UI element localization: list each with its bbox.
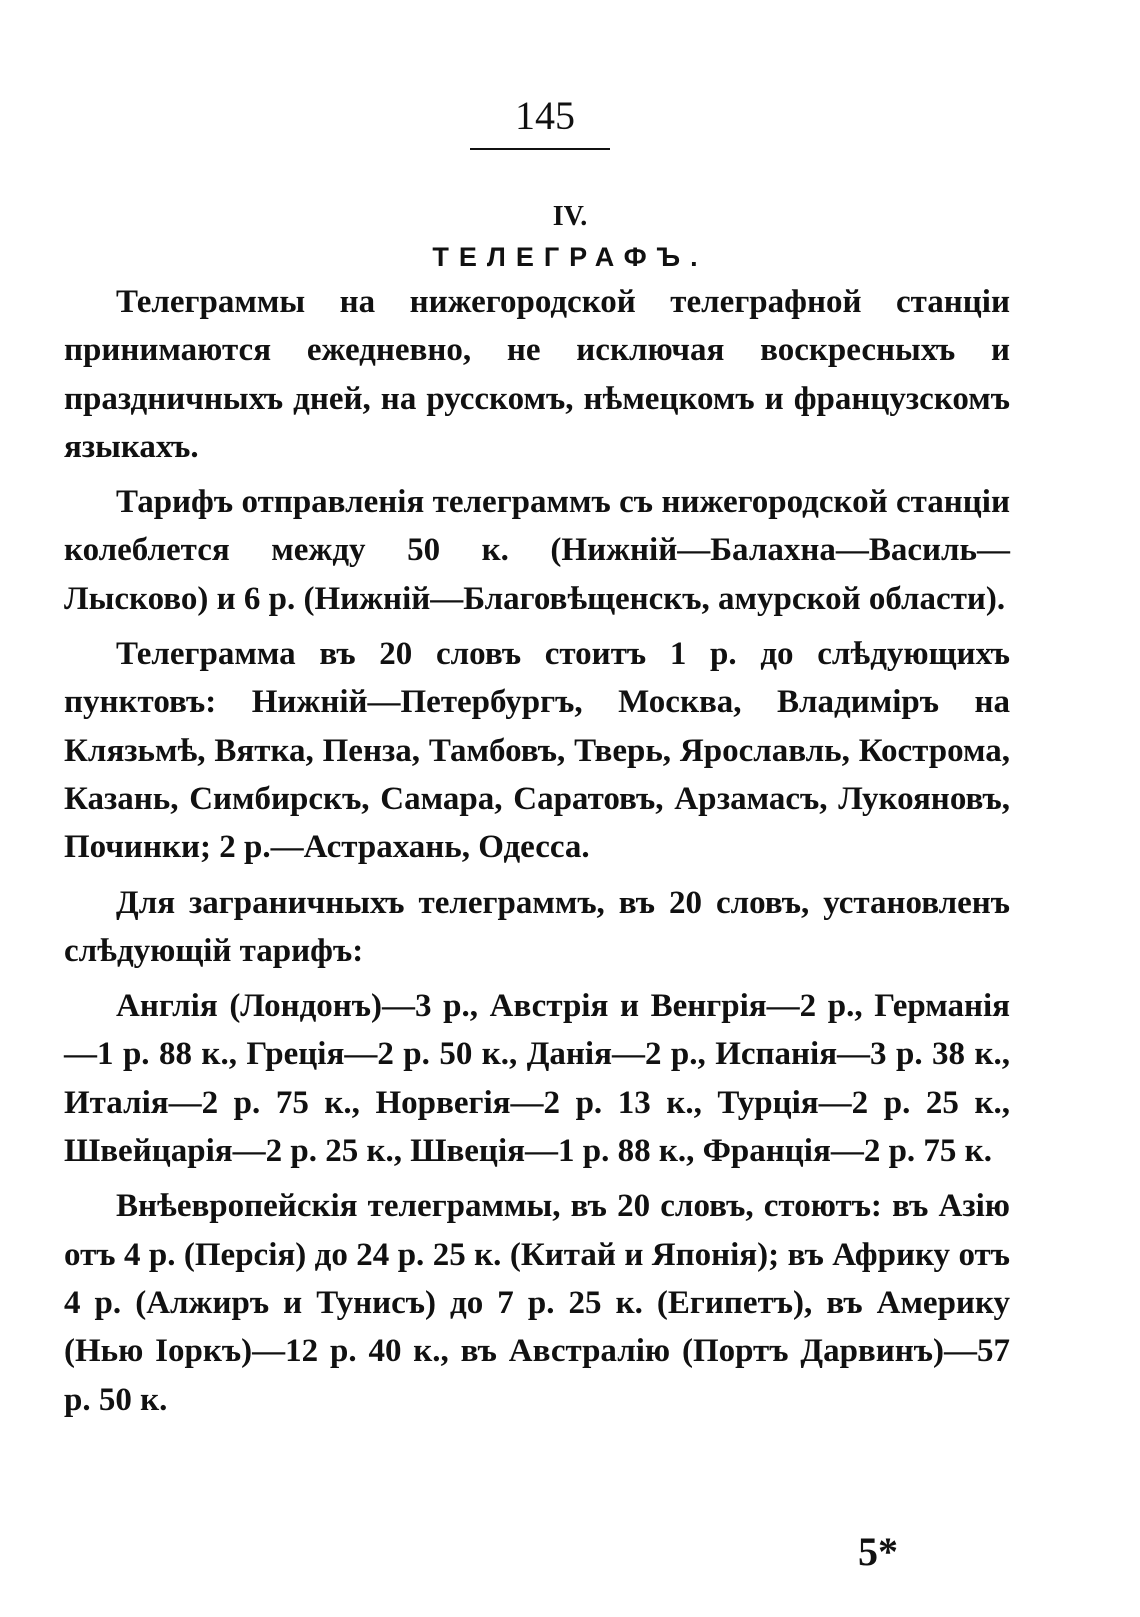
- text-body: [64, 278, 1010, 1431]
- paragraph: Тарифъ отправленія телеграммъ съ нижегородской станціи колеблется между 50 к. (Нижній—Балахна—Василь—Лысково) и 6 р. (Нижній—Благовѣщенскъ, амурской области).: [64, 484, 1010, 617]
- paragraph: Телеграмма въ 20 словъ стоитъ 1 р. до слѣдующихъ пунктовъ: Нижній—Петербургъ, Москва, Владиміръ на Клязьмѣ, Вятка, Пенза, Тамбовъ, Тверь, Ярославль, Кострома, Казань, Симбирскъ, Самара, Саратовъ, Арзамасъ, Лукояновъ, Починки; 2 р.—Астрахань, Одесса.: [64, 636, 1010, 866]
- paragraph: Внѣевропейскія телеграммы, въ 20 словъ, стоютъ: въ Азію отъ 4 р. (Персія) до 24 р. 25 к. (Китай и Японія); въ Африку отъ 4 р. (Алжиръ и Тунисъ) до 7 р. 25 к. (Египетъ), въ Америку (Нью Іоркъ)—12 р. 40 к., въ Австралію (Портъ Дарвинъ)—57 р. 50 к.: [64, 1188, 1010, 1418]
- section-title: ТЕЛЕГРАФЪ.: [432, 242, 708, 272]
- paragraph: Для заграничныхъ телеграммъ, въ 20 словъ, установленъ слѣдующій тарифъ:: [64, 884, 1010, 969]
- signature-mark: 5*: [858, 1529, 898, 1574]
- page-number: 145: [515, 93, 575, 138]
- chapter-number: IV.: [552, 201, 588, 232]
- paragraph: Англія (Лондонъ)—3 р., Австрія и Венгрія—2 р., Германія—1 р. 88 к., Греція—2 р. 50 к., Данія—2 р., Испанія—3 р. 38 к., Италія—2 р. 75 к., Норвегія—2 р. 13 к., Турція—2 р. 25 к., Швейцарія—2 р. 25 к., Швеція—1 р. 88 к., Франція—2 р. 75 к.: [64, 988, 1010, 1170]
- paragraph: Телеграммы на нижегородской телеграфной станціи принимаются ежедневно, не исключая воскресныхъ и праздничныхъ дней, на русскомъ, нѣмецкомъ и французскомъ языкахъ.: [64, 284, 1010, 465]
- page-number-rule: [470, 148, 610, 150]
